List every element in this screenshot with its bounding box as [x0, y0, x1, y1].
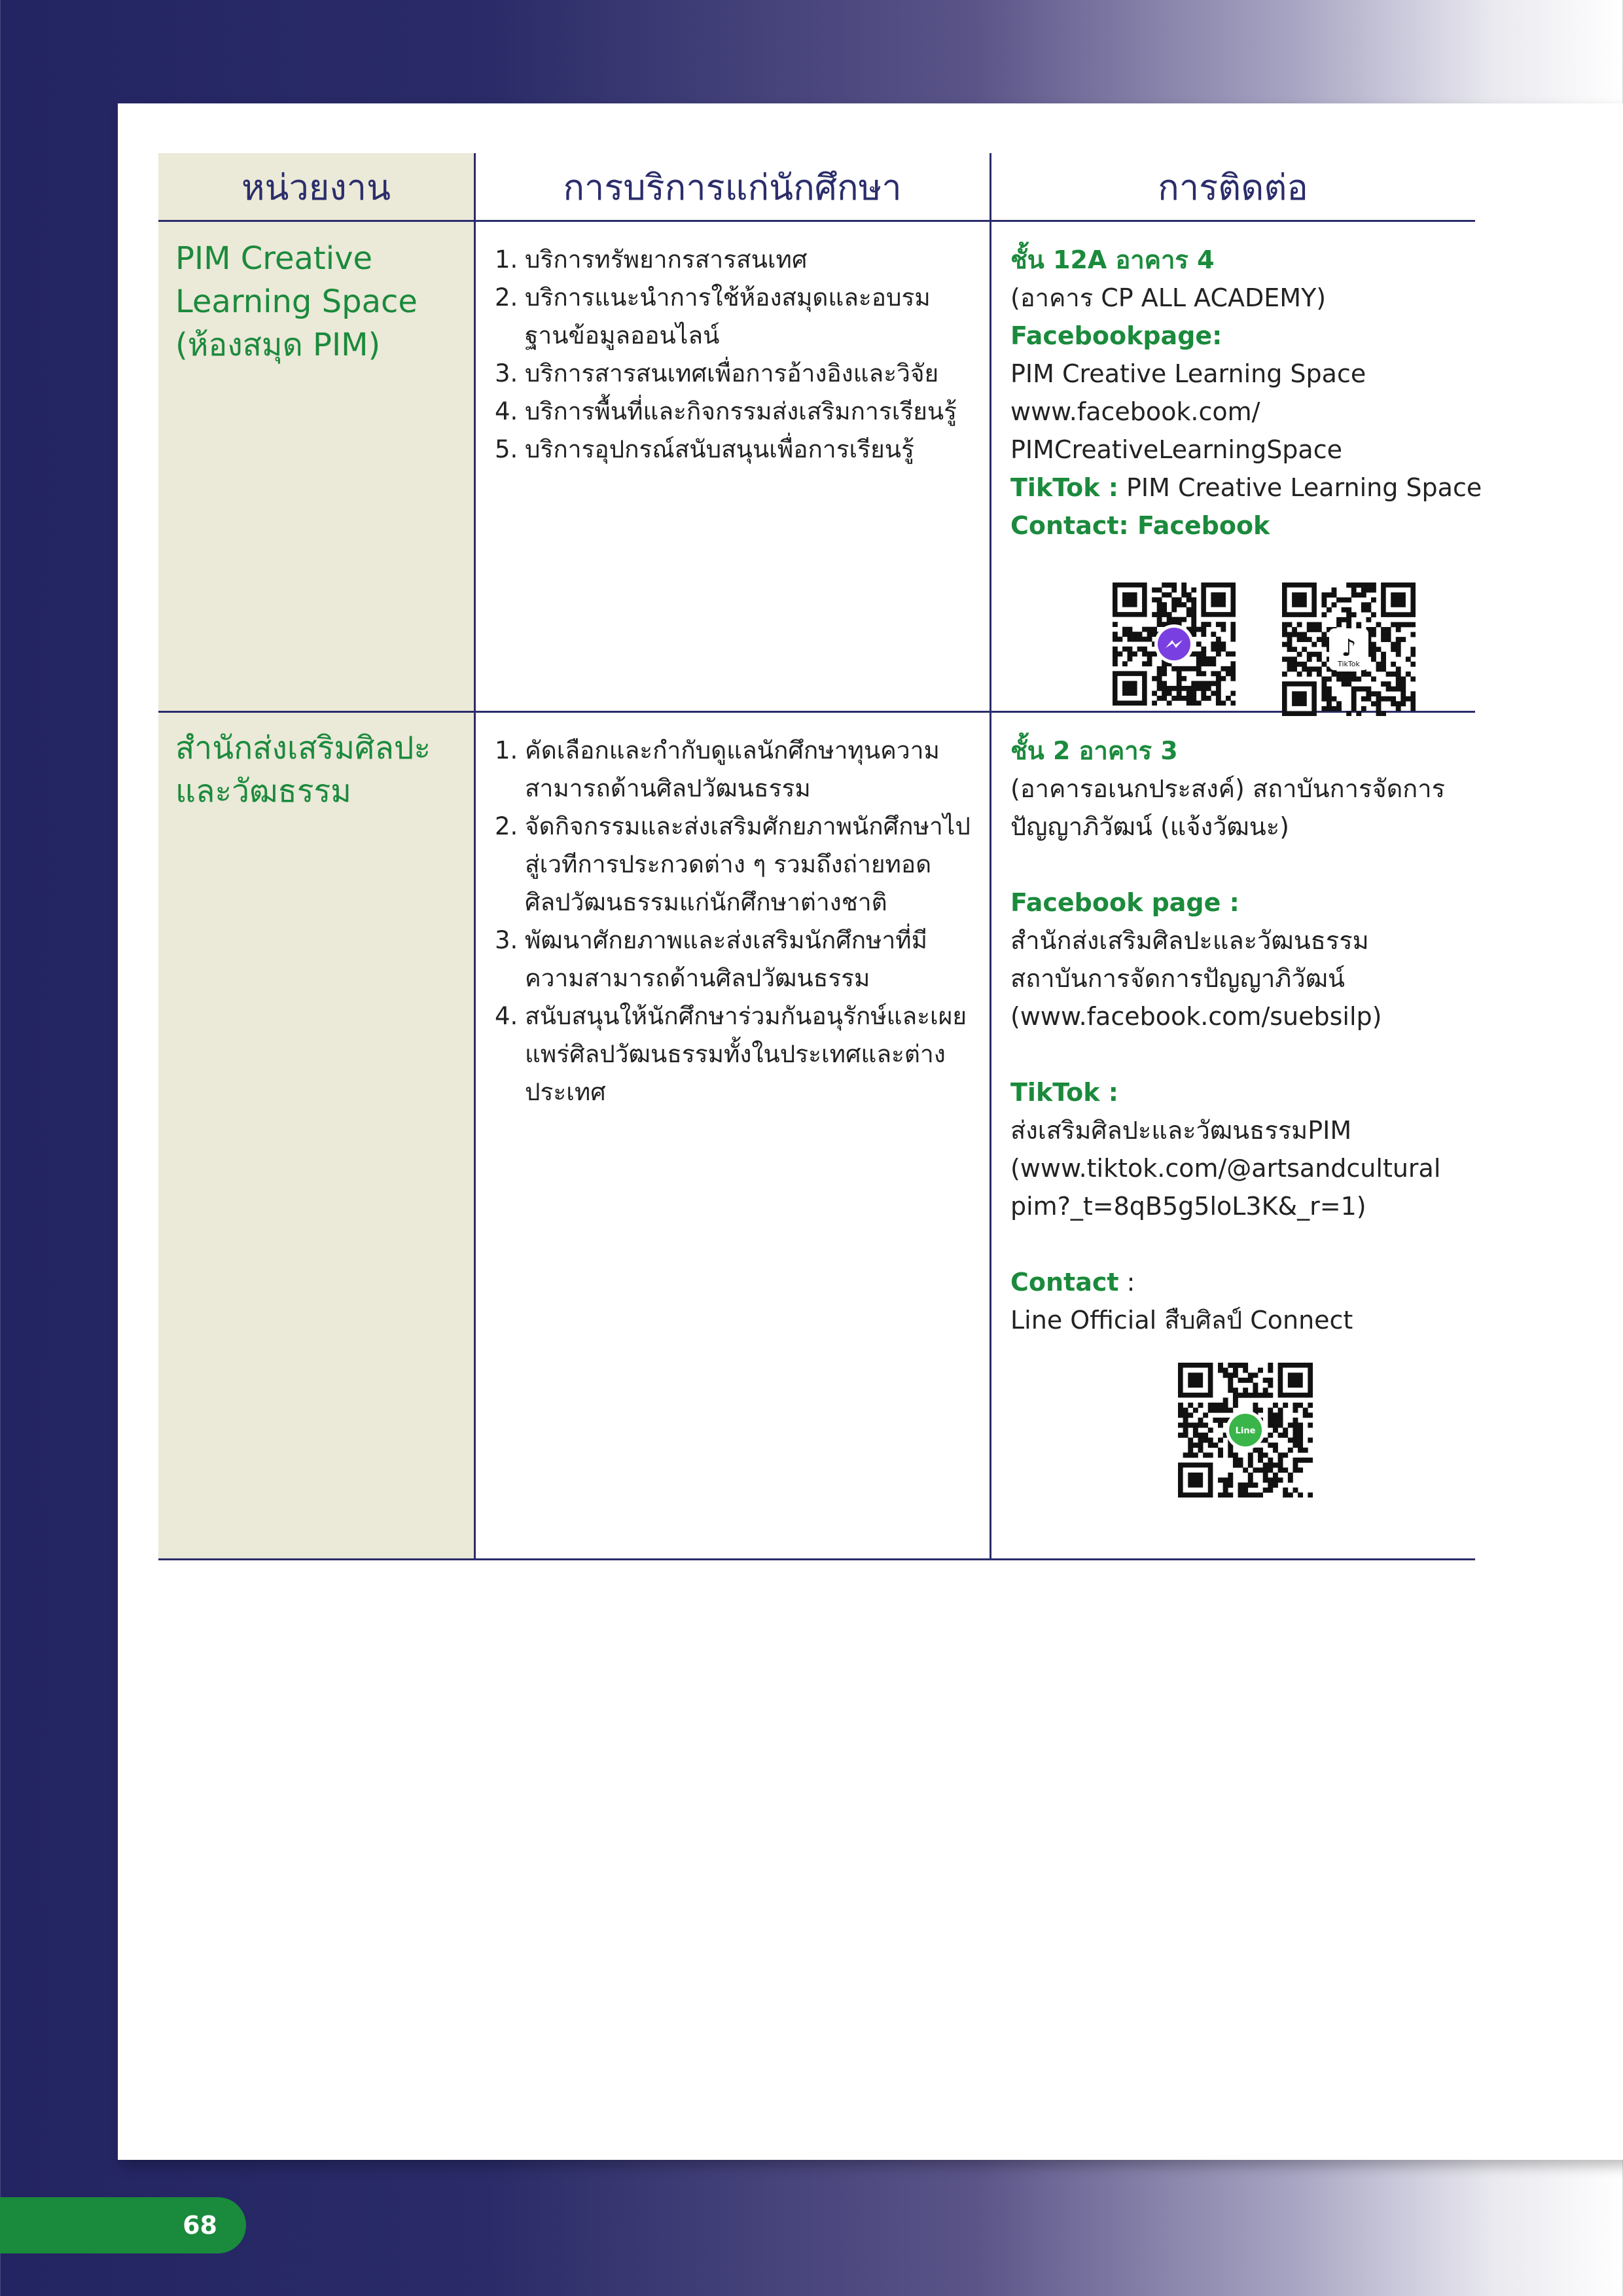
list-number: 2. [495, 812, 518, 840]
messenger-icon [1154, 624, 1194, 664]
list-number: 3. [495, 926, 518, 954]
unit-name-arts-office [175, 726, 431, 813]
page-number-badge [0, 2197, 246, 2253]
building-text: (อาคาร CP ALL ACADEMY) [1010, 283, 1327, 312]
column-divider [990, 153, 991, 1560]
facebook-label: Facebook page : [1010, 888, 1240, 917]
spacer [1010, 846, 1469, 884]
location-text: ชั้น 2 อาคาร 3 [1010, 736, 1178, 765]
list-item [495, 355, 972, 393]
line-icon [1226, 1410, 1265, 1450]
spacer [1010, 1035, 1469, 1073]
unit-name-line: PIM Creative [175, 240, 373, 277]
services-list-library [495, 241, 972, 469]
header-services: การบริการแก่นักศึกษา [563, 167, 902, 208]
list-number: 3. [495, 359, 518, 387]
line-qr-code [1178, 1363, 1313, 1498]
contact-label: Contact: Facebook [1010, 511, 1270, 540]
page-number: 68 [183, 2211, 217, 2240]
list-number: 1. [495, 245, 518, 274]
unit-name-line: และวัฒธรรม [175, 773, 351, 810]
tiktok-name: ส่งเสริมศิลปะและวัฒนธรรมPIM [1010, 1116, 1352, 1145]
qr-pattern [1282, 583, 1416, 716]
list-text: สนับสนุนให้นักศึกษาร่วมกันอนุรักษ์และเผยแพร่ศิลปวัฒนธรรมทั้งในประเทศและต่างประเทศ [525, 1002, 967, 1106]
list-item [495, 808, 972, 922]
contact-library [1010, 241, 1482, 545]
contact-label: Contact [1010, 1268, 1119, 1297]
list-text: บริการพื้นที่และกิจกรรมส่งเสริมการเรียนรู้ [525, 397, 957, 425]
tiktok-url[interactable]: (www.tiktok.com/@artsandcultural [1010, 1154, 1441, 1183]
list-text: บริการอุปกรณ์สนับสนุนเพื่อการเรียนรู้ [525, 435, 914, 463]
column-divider [474, 153, 476, 1560]
line-icon-label: Line [1235, 1426, 1256, 1436]
services-table [158, 153, 1482, 1560]
contact-separator: : [1118, 1268, 1135, 1297]
building-text: (อาคารอเนกประสงค์) สถาบันการจัดการ [1010, 774, 1446, 803]
unit-name-line: (ห้องสมุด PIM) [175, 327, 381, 363]
list-number: 2. [495, 283, 518, 312]
facebook-name: สำนักส่งเสริมศิลปะและวัฒนธรรม [1010, 926, 1369, 955]
spacer [1010, 1225, 1469, 1263]
list-number: 1. [495, 736, 518, 764]
messenger-qr-code [1113, 583, 1236, 706]
tiktok-url[interactable]: pim?_t=8qB5g5loL3K&_r=1) [1010, 1192, 1366, 1221]
tiktok-icon-label: TikTok [1338, 660, 1360, 668]
unit-name-line: Learning Space [175, 283, 418, 320]
tiktok-name: PIM Creative Learning Space [1118, 473, 1482, 502]
building-text: ปัญญาภิวัฒน์ (แจ้งวัฒนะ) [1010, 812, 1289, 841]
facebook-url[interactable]: PIMCreativeLearningSpace [1010, 435, 1342, 464]
list-item [495, 922, 972, 997]
row-divider [158, 711, 1475, 713]
list-item [495, 431, 972, 469]
contact-arts-office [1010, 732, 1469, 1339]
tiktok-line [1010, 469, 1482, 507]
list-item [495, 393, 972, 431]
facebook-url[interactable]: www.facebook.com/ [1010, 397, 1260, 426]
table-bottom-border [158, 1558, 1475, 1560]
tiktok-label: TikTok : [1010, 473, 1118, 502]
list-number: 4. [495, 1002, 518, 1030]
contact-line [1010, 1263, 1469, 1301]
facebook-name: สถาบันการจัดการปัญญาภิวัฒน์ [1010, 964, 1345, 993]
tiktok-qr-code [1282, 583, 1416, 716]
list-text: จัดกิจกรรมและส่งเสริมศักยภาพนักศึกษาไปสู่เวทีการประกวดต่าง ๆ รวมถึงถ่ายทอดศิลปวัฒนธรรมแก่นักศึกษาต่างชาติ [525, 812, 971, 916]
tiktok-note-glyph: ♪ [1341, 635, 1357, 662]
tiktok-icon [1329, 628, 1368, 670]
unit-name-library [175, 237, 418, 367]
list-text: พัฒนาศักยภาพและส่งเสริมนักศึกษาที่มีความสามารถด้านศิลปวัฒนธรรม [525, 926, 928, 992]
list-item [495, 732, 972, 808]
list-text: คัดเลือกและกำกับดูแลนักศึกษาทุนความสามารถด้านศิลปวัฒนธรรม [525, 736, 940, 802]
facebook-name: PIM Creative Learning Space [1010, 359, 1366, 388]
header-contact: การติดต่อ [1158, 167, 1308, 208]
list-item [495, 997, 972, 1111]
list-item [495, 241, 972, 279]
qr-pattern [1178, 1363, 1313, 1498]
header-unit: หน่วยงาน [241, 167, 391, 208]
page-sheet [118, 103, 1623, 2160]
services-list-arts-office [495, 732, 972, 1111]
line-official-name: Line Official สืบศิลป์ Connect [1010, 1306, 1353, 1335]
list-number: 5. [495, 435, 518, 463]
qr-pattern [1113, 583, 1236, 706]
facebook-label: Facebookpage: [1010, 321, 1222, 350]
list-number: 4. [495, 397, 518, 425]
list-item [495, 279, 972, 355]
facebook-url[interactable]: (www.facebook.com/suebsilp) [1010, 1002, 1382, 1031]
list-text: บริการแนะนำการใช้ห้องสมุดและอบรมฐานข้อมูลออนไลน์ [525, 283, 931, 350]
tiktok-label: TikTok : [1010, 1078, 1118, 1107]
location-text: ชั้น 12A อาคาร 4 [1010, 245, 1215, 274]
list-text: บริการทรัพยากรสารสนเทศ [525, 245, 808, 274]
list-text: บริการสารสนเทศเพื่อการอ้างอิงและวิจัย [525, 359, 939, 387]
unit-name-line: สำนักส่งเสริมศิลปะ [175, 730, 431, 766]
